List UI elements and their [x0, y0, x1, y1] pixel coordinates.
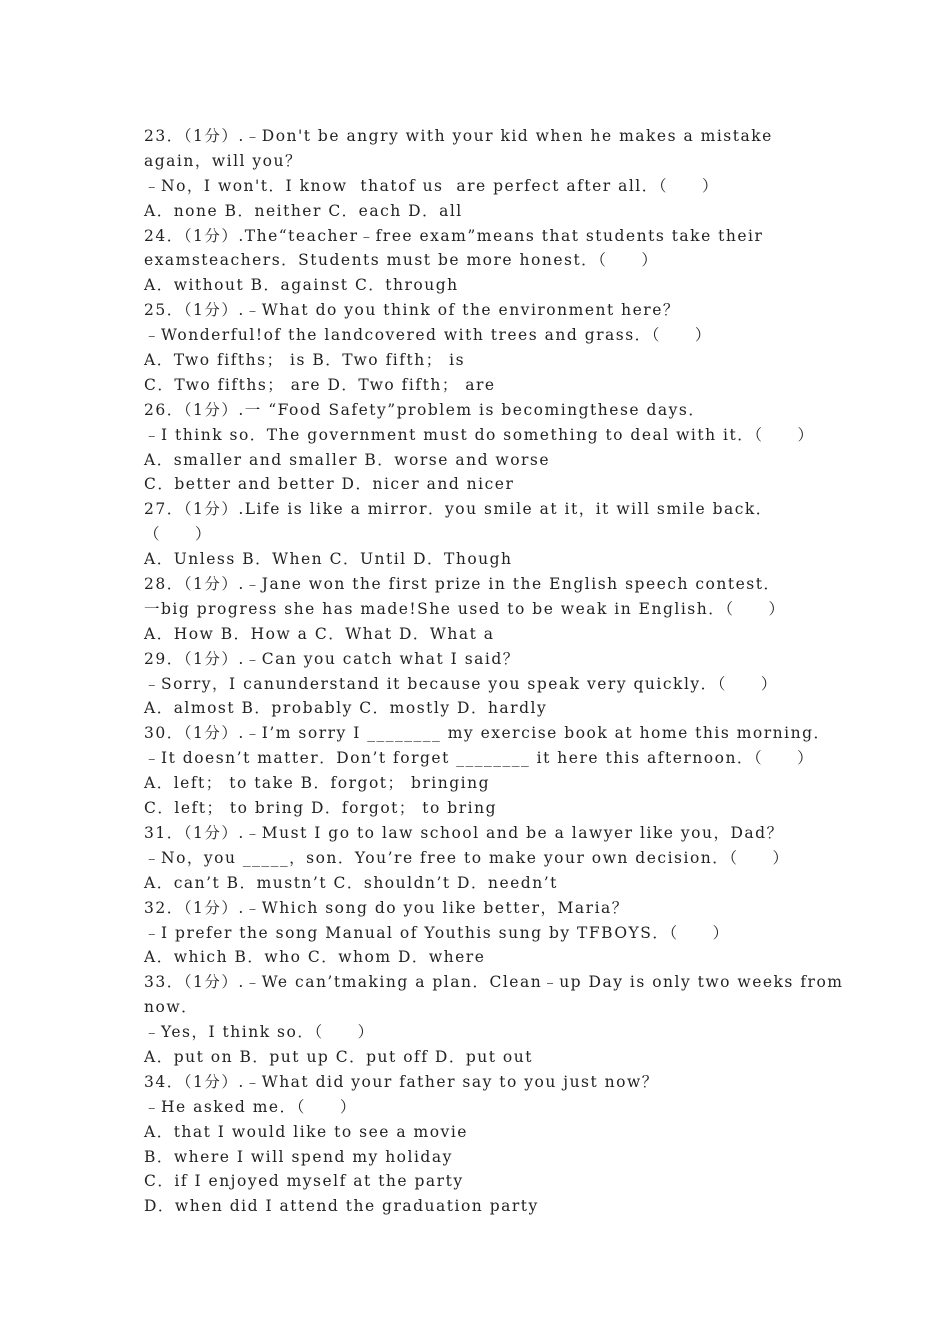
text-line: 23．（1分）.﹣Don't be angry with your kid when he makes a mistake — [144, 127, 773, 145]
text-line: ﹣I prefer the song Manual of Youthis sung by TFBOYS．（ ） — [144, 923, 730, 942]
text-line: 28．（1分）.﹣Jane won the first prize in the English speech contest． — [144, 575, 781, 594]
text-line: 29．（1分）.﹣Can you catch what I said？ — [144, 649, 520, 668]
text-line: 34．（1分）.﹣What did your father say to you just now？ — [144, 1072, 659, 1091]
text-line: A．can’t B．mustn’t C．shouldn’t D．needn’t — [144, 873, 558, 892]
text-line: ﹣Wonderful!of the landcovered with trees and grass．（ ） — [144, 326, 712, 345]
text-line: D．when did I attend the graduation party — [144, 1197, 539, 1216]
text-line: 27．（1分）.Life is like a mirror．you smile at it，it will smile back． — [144, 500, 773, 519]
text-line: B．where I will spend my holiday — [144, 1147, 453, 1166]
text-line: ﹣No，I won't．I know thatof us are perfect after all．（ ） — [144, 176, 719, 195]
text-line: C．if I enjoyed myself at the party — [144, 1172, 464, 1191]
text-line: 一big progress she has made!She used to be weak in English．（ ） — [144, 599, 786, 618]
text-line: A．that I would like to see a movie — [144, 1122, 468, 1141]
text-line: （ ） — [144, 525, 213, 544]
text-line: A．put on B．put up C．put off D．put out — [144, 1047, 533, 1066]
text-line: A．none B．neither C．each D．all — [144, 201, 463, 220]
text-line: A．Unless B．When C．Until D．Though — [144, 550, 513, 569]
text-line: ﹣It doesn’t matter．Don’t forget ________ it here this afternoon．（ ） — [144, 749, 815, 768]
text-line: again，will you？ — [144, 151, 302, 170]
text-line: 24．（1分）.The“teacher﹣free exam”means that students take their — [144, 226, 764, 245]
text-line: 25．（1分）.﹣What do you think of the environment here？ — [144, 301, 680, 320]
text-line: A．almost B．probably C．mostly D．hardly — [144, 699, 548, 718]
text-line: examsteachers．Students must be more honest．（ ） — [144, 251, 659, 270]
text-line: A．smaller and smaller B．worse and worse — [144, 450, 551, 469]
text-line: 33．（1分）.﹣We can’tmaking a plan．Clean﹣up Day is only two weeks from — [144, 973, 844, 992]
text-line: 32．（1分）.﹣Which song do you like better，Maria？ — [144, 898, 629, 917]
text-line: 26．（1分）.一 “Food Safety”problem is becomingthese days． — [144, 400, 706, 419]
text-line: ﹣I think so．The government must do something to deal with it．（ ） — [144, 425, 815, 444]
text-line: ﹣Sorry，I canunderstand it because you speak very quickly．（ ） — [144, 674, 778, 693]
text-line: C．better and better D．nicer and nicer — [144, 475, 515, 494]
text-line: C．Two fifths； are D．Two fifth； are — [144, 375, 496, 394]
text-line: A．without B．against C．through — [144, 276, 459, 295]
text-line: A．Two fifths； is B．Two fifth； is — [144, 351, 466, 370]
text-line: A．How B．How a C．What D．What a — [144, 624, 495, 643]
text-line: A．which B．who C．whom D．where — [144, 948, 486, 967]
text-line: 30．（1分）.﹣I’m sorry I ________ my exercise book at home this morning． — [144, 724, 831, 743]
document-page — [144, 124, 844, 1219]
text-line: 31．（1分）.﹣Must I go to law school and be a lawyer like you，Dad？ — [144, 823, 784, 842]
text-line: now． — [144, 998, 199, 1017]
text-line: A．left； to take B．forgot； bringing — [144, 774, 490, 793]
text-line: C．left； to bring D．forgot； to bring — [144, 799, 497, 818]
text-line: ﹣He asked me．（ ） — [144, 1097, 357, 1116]
text-line: ﹣Yes，I think so．（ ） — [144, 1023, 375, 1042]
text-line: ﹣No，you _____，son．You’re free to make your own decision．（ ） — [144, 848, 790, 867]
